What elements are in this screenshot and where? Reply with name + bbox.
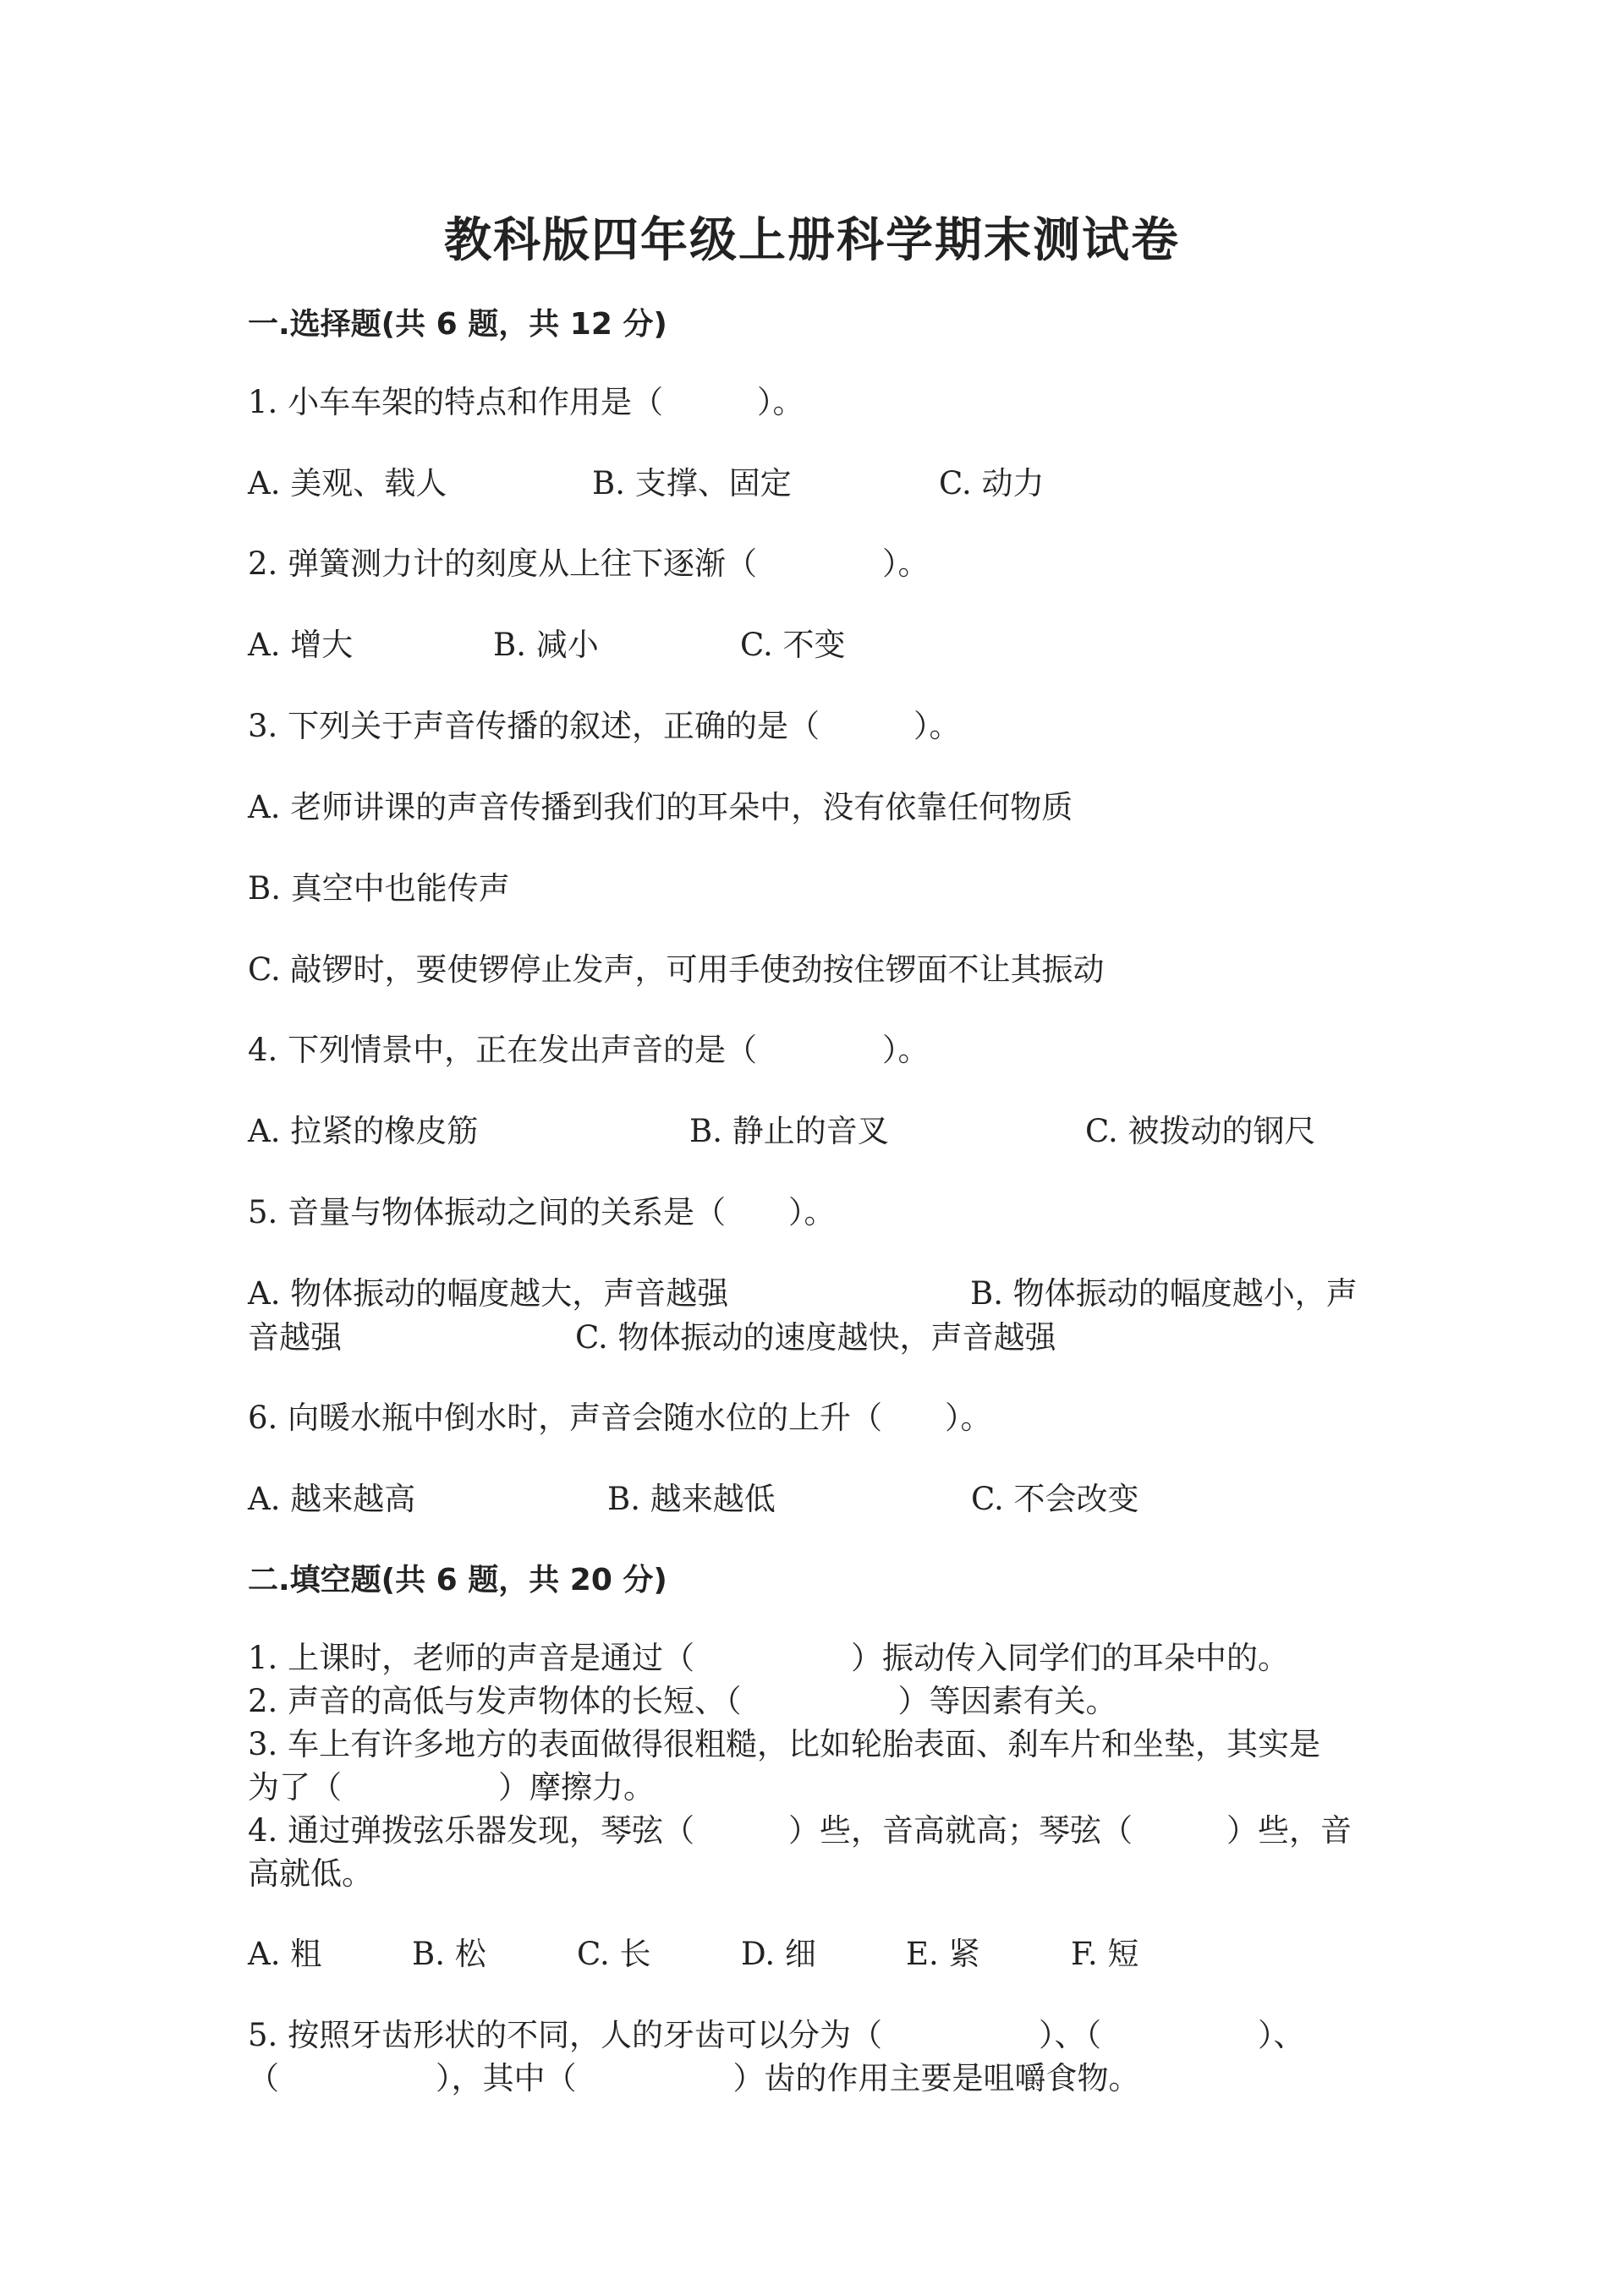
q4-option-b: B. 静止的音叉 <box>689 1113 889 1149</box>
fill-question-4-line1: 4. 通过弹拨弦乐器发现，琴弦（ ）些，音高就高；琴弦（ ）些，音 <box>248 1812 1352 1849</box>
q4-option-c: C. 被拨动的钢尺 <box>1085 1113 1316 1149</box>
question-3-stem: 3. 下列关于声音传播的叙述，正确的是（ ）。 <box>248 708 961 744</box>
fill-question-5-line1: 5. 按照牙齿形状的不同，人的牙齿可以分为（ ）、（ ）、 <box>248 2017 1305 2053</box>
f4-option-a: A. 粗 <box>248 1936 322 1972</box>
q5-option-b-part1: B. 物体振动的幅度越小，声 <box>970 1275 1358 1312</box>
q5-option-b-part2: 音越强 <box>248 1319 342 1356</box>
q3-option-a: A. 老师讲课的声音传播到我们的耳朵中，没有依靠任何物质 <box>248 789 1073 825</box>
q6-option-b: B. 越来越低 <box>607 1481 776 1517</box>
page-title: 教科版四年级上册科学期末测试卷 <box>444 212 1180 268</box>
f4-option-d: D. 细 <box>741 1936 816 1972</box>
q4-option-a: A. 拉紧的橡皮筋 <box>248 1113 479 1149</box>
q3-option-c: C. 敲锣时，要使锣停止发声，可用手使劲按住锣面不让其振动 <box>248 951 1105 988</box>
f4-option-e: E. 紧 <box>906 1936 980 1972</box>
q2-option-b: B. 减小 <box>493 627 599 663</box>
q2-option-a: A. 增大 <box>248 627 354 663</box>
q1-option-a: A. 美观、载人 <box>248 465 447 501</box>
q5-option-c: C. 物体振动的速度越快，声音越强 <box>575 1319 1056 1356</box>
q1-option-c: C. 动力 <box>939 465 1045 501</box>
q6-option-c: C. 不会改变 <box>971 1481 1139 1517</box>
fill-question-5-line2: （ ），其中（ ）齿的作用主要是咀嚼食物。 <box>248 2060 1140 2096</box>
question-6-stem: 6. 向暖水瓶中倒水时，声音会随水位的上升（ ）。 <box>248 1400 992 1436</box>
fill-question-1: 1. 上课时，老师的声音是通过（ ）振动传入同学们的耳朵中的。 <box>248 1640 1290 1676</box>
fill-question-2: 2. 声音的高低与发声物体的长短、（ ）等因素有关。 <box>248 1683 1117 1719</box>
q5-option-a: A. 物体振动的幅度越大，声音越强 <box>248 1275 729 1312</box>
fill-question-4-line2: 高就低。 <box>248 1855 373 1892</box>
section-heading-fill: 二.填空题(共 6 题，共 20 分) <box>248 1563 667 1597</box>
question-4-stem: 4. 下列情景中，正在发出声音的是（ ）。 <box>248 1032 930 1068</box>
section-heading-choice: 一.选择题(共 6 题，共 12 分) <box>248 307 667 342</box>
f4-option-b: B. 松 <box>412 1936 486 1972</box>
q1-option-b: B. 支撑、固定 <box>592 465 792 501</box>
question-2-stem: 2. 弹簧测力计的刻度从上往下逐渐（ ）。 <box>248 545 930 582</box>
f4-option-c: C. 长 <box>577 1936 651 1972</box>
question-1-stem: 1. 小车车架的特点和作用是（ ）。 <box>248 384 804 420</box>
question-5-stem: 5. 音量与物体振动之间的关系是（ ）。 <box>248 1194 836 1230</box>
f4-option-f: F. 短 <box>1071 1936 1139 1972</box>
q6-option-a: A. 越来越高 <box>248 1481 416 1517</box>
q2-option-c: C. 不变 <box>740 627 846 663</box>
fill-question-3-line1: 3. 车上有许多地方的表面做得很粗糙，比如轮胎表面、刹车片和坐垫，其实是 <box>248 1726 1321 1762</box>
fill-question-3-line2: 为了（ ）摩擦力。 <box>248 1769 655 1806</box>
q3-option-b: B. 真空中也能传声 <box>248 870 510 907</box>
